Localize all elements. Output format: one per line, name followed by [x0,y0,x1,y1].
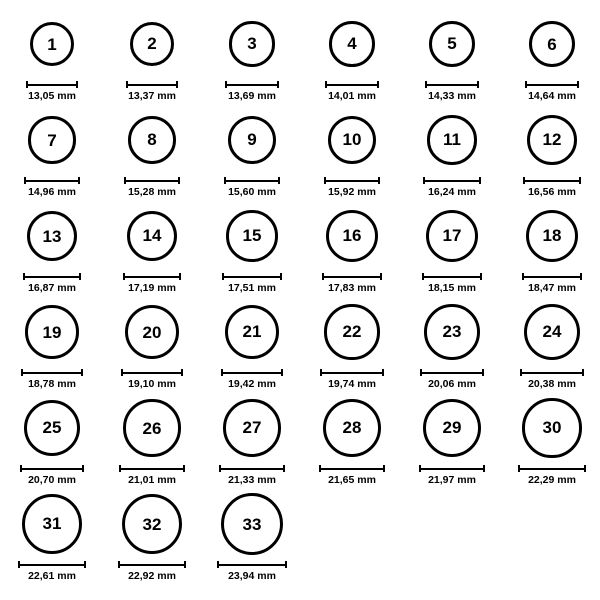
diameter-label: 18,47 mm [528,282,576,294]
diameter-measure-bar [425,80,479,89]
measure-line [425,81,479,88]
ring-circle-icon [24,400,81,457]
diameter-measure-bar [118,560,186,569]
ring-circle-wrapper [229,8,274,80]
ring-size-number: 22 [342,322,362,342]
ring-size-cell[interactable] [4,8,100,102]
ring-size-cell[interactable] [304,200,400,294]
ring-size-cell[interactable] [104,296,200,390]
diameter-label: 18,15 mm [428,282,476,294]
ring-size-number: 32 [142,514,162,534]
diameter-measure-bar [522,272,583,281]
diameter-measure-bar [520,368,584,377]
measure-line [225,81,278,88]
ring-size-cell[interactable] [104,8,200,102]
diameter-measure-bar [121,368,183,377]
diameter-label: 21,33 mm [228,474,276,486]
ring-size-number: 11 [443,130,461,150]
ring-size-number: 19 [42,322,62,342]
measure-line [419,465,486,472]
ring-circle-icon [524,304,580,360]
diameter-label: 14,64 mm [528,90,576,102]
ring-circle-icon [225,305,280,360]
ring-size-number: 5 [447,34,457,54]
ring-size-cell[interactable] [304,8,400,102]
measure-line [222,273,281,280]
ring-size-number: 1 [47,34,57,54]
ring-circle-wrapper [526,200,579,272]
ring-circle-wrapper [27,200,77,272]
ring-size-number: 20 [142,322,162,342]
ring-size-cell[interactable] [204,200,300,294]
ring-size-cell[interactable] [504,104,600,198]
measure-line [118,561,186,568]
measure-line [121,369,183,376]
ring-size-cell[interactable] [4,200,100,294]
ring-circle-icon [128,116,176,164]
ring-circle-icon [228,116,276,164]
ring-size-number: 8 [147,130,157,150]
ring-circle-wrapper [326,200,378,272]
ring-circle-wrapper [429,8,475,80]
diameter-label: 17,19 mm [128,282,176,294]
diameter-label: 22,92 mm [128,570,176,582]
ring-circle-icon [30,22,74,66]
diameter-measure-bar [324,176,381,185]
diameter-label: 13,69 mm [228,90,276,102]
diameter-label: 19,74 mm [328,378,376,390]
diameter-label: 21,01 mm [128,474,176,486]
diameter-label: 22,29 mm [528,474,576,486]
ring-circle-wrapper [127,200,178,272]
diameter-label: 20,38 mm [528,378,576,390]
ring-size-cell[interactable] [204,8,300,102]
diameter-label: 17,83 mm [328,282,376,294]
ring-circle-icon [122,494,182,554]
diameter-measure-bar [217,560,287,569]
ring-circle-wrapper [125,296,179,368]
diameter-measure-bar [24,176,79,185]
ring-circle-icon [127,211,178,262]
ring-circle-icon [329,21,375,67]
ring-circle-wrapper [522,392,581,464]
diameter-measure-bar [221,368,284,377]
ring-circle-wrapper [128,104,176,176]
ring-size-cell[interactable] [404,296,500,390]
ring-circle-icon [229,21,274,66]
ring-size-row [0,392,600,488]
measure-line [420,369,484,376]
ring-circle-wrapper [329,8,375,80]
ring-circle-icon [25,305,78,358]
ring-size-number: 29 [442,418,462,438]
measure-line [319,465,385,472]
ring-size-cell[interactable] [4,392,100,486]
measure-line [21,369,82,376]
ring-size-cell[interactable] [104,104,200,198]
diameter-label: 19,42 mm [228,378,276,390]
measure-line [525,81,580,88]
ring-size-cell[interactable] [204,104,300,198]
measure-line [119,465,184,472]
measure-line [221,369,284,376]
ring-size-cell[interactable] [204,296,300,390]
ring-size-number: 7 [47,130,57,150]
ring-size-cell[interactable] [304,392,400,486]
ring-circle-icon [27,211,77,261]
measure-line [18,561,86,568]
ring-circle-wrapper [24,392,81,464]
ring-circle-wrapper [529,8,576,80]
diameter-measure-bar [518,464,585,473]
measure-line [20,465,85,472]
ring-size-cell[interactable] [104,488,200,582]
diameter-label: 22,61 mm [28,570,76,582]
ring-size-number: 28 [342,418,362,438]
ring-circle-wrapper [323,392,381,464]
diameter-measure-bar [21,368,82,377]
ring-size-number: 17 [442,226,462,246]
diameter-measure-bar [523,176,581,185]
diameter-label: 19,10 mm [128,378,176,390]
diameter-measure-bar [126,80,179,89]
diameter-label: 18,78 mm [28,378,76,390]
ring-size-number: 12 [542,130,562,150]
ring-size-cell[interactable] [404,104,500,198]
ring-circle-icon [328,116,377,165]
ring-size-number: 13 [42,226,62,246]
ring-circle-wrapper [28,104,75,176]
measure-line [523,177,581,184]
diameter-label: 23,94 mm [228,570,276,582]
ring-circle-wrapper [426,200,478,272]
diameter-measure-bar [419,464,486,473]
measure-line [219,465,285,472]
ring-circle-icon [324,304,379,359]
ring-size-number: 10 [342,130,362,150]
diameter-label: 21,65 mm [328,474,376,486]
ring-size-number: 23 [442,322,462,342]
diameter-label: 20,70 mm [28,474,76,486]
measure-line [422,273,482,280]
ring-size-cell[interactable] [4,296,100,390]
ring-circle-icon [526,210,579,263]
ring-circle-wrapper [524,296,580,368]
measure-line [518,465,585,472]
ring-size-cell[interactable] [504,392,600,486]
ring-size-number: 21 [242,322,262,342]
ring-size-cell[interactable] [304,296,400,390]
diameter-label: 13,05 mm [28,90,76,102]
diameter-label: 16,24 mm [428,186,476,198]
ring-circle-icon [423,399,482,458]
diameter-measure-bar [422,272,482,281]
ring-size-cell[interactable] [504,8,600,102]
ring-size-number: 30 [542,418,562,438]
diameter-measure-bar [23,272,81,281]
ring-circle-wrapper [328,104,377,176]
ring-circle-icon [221,493,283,555]
measure-line [322,273,382,280]
diameter-label: 15,28 mm [128,186,176,198]
ring-circle-wrapper [25,296,78,368]
ring-circle-icon [28,116,75,163]
ring-circle-wrapper [424,296,480,368]
ring-size-row [0,104,600,200]
diameter-measure-bar [219,464,285,473]
ring-circle-icon [125,305,179,359]
ring-circle-wrapper [423,392,482,464]
diameter-label: 13,37 mm [128,90,176,102]
diameter-measure-bar [224,176,280,185]
ring-size-number: 24 [542,322,562,342]
ring-size-number: 27 [242,418,262,438]
diameter-measure-bar [325,80,379,89]
ring-size-cell[interactable] [504,296,600,390]
ring-size-number: 15 [242,226,262,246]
ring-size-number: 4 [347,34,357,54]
diameter-label: 14,01 mm [328,90,376,102]
diameter-label: 21,97 mm [428,474,476,486]
ring-size-cell[interactable] [4,104,100,198]
ring-size-number: 25 [42,418,62,438]
ring-size-number: 14 [142,226,162,246]
diameter-label: 15,60 mm [228,186,276,198]
ring-size-cell[interactable] [204,392,300,486]
measure-line [26,81,78,88]
ring-circle-wrapper [527,104,577,176]
ring-size-cell[interactable] [404,392,500,486]
ring-circle-icon [426,210,478,262]
measure-line [217,561,287,568]
diameter-measure-bar [119,464,184,473]
ring-size-row [0,8,600,104]
ring-size-number: 33 [242,514,262,534]
measure-line [224,177,280,184]
ring-size-cell[interactable] [504,200,600,294]
diameter-measure-bar [420,368,484,377]
diameter-label: 14,96 mm [28,186,76,198]
ring-circle-icon [527,115,577,165]
ring-size-number: 6 [547,34,557,54]
diameter-measure-bar [319,464,385,473]
ring-circle-wrapper [228,104,276,176]
diameter-label: 17,51 mm [228,282,276,294]
measure-line [520,369,584,376]
diameter-label: 20,06 mm [428,378,476,390]
ring-circle-wrapper [324,296,379,368]
diameter-measure-bar [123,272,182,281]
ring-size-cell[interactable] [304,104,400,198]
ring-size-cell[interactable] [404,200,500,294]
diameter-measure-bar [322,272,382,281]
diameter-measure-bar [423,176,480,185]
ring-size-number: 31 [42,514,62,534]
measure-line [124,177,180,184]
ring-size-row [0,200,600,296]
diameter-measure-bar [225,80,278,89]
ring-circle-icon [429,21,475,67]
ring-circle-icon [226,210,277,261]
ring-size-cell[interactable] [104,200,200,294]
ring-size-number: 2 [147,34,157,54]
ring-size-cell[interactable] [404,8,500,102]
ring-circle-icon [323,399,381,457]
diameter-label: 15,92 mm [328,186,376,198]
diameter-measure-bar [525,80,580,89]
measure-line [320,369,383,376]
ring-circle-wrapper [22,488,82,560]
measure-line [123,273,182,280]
measure-line [126,81,179,88]
ring-circle-icon [427,115,476,164]
ring-size-row [0,296,600,392]
ring-circle-icon [326,210,378,262]
ring-circle-icon [223,399,281,457]
measure-line [423,177,480,184]
ring-size-number: 26 [142,418,162,438]
ring-size-number: 9 [247,130,257,150]
measure-line [24,177,79,184]
ring-size-number: 3 [247,34,257,54]
measure-line [23,273,81,280]
diameter-measure-bar [18,560,86,569]
ring-size-row [0,488,600,584]
ring-circle-icon [522,398,581,457]
diameter-measure-bar [222,272,281,281]
ring-size-number: 16 [342,226,362,246]
ring-circle-wrapper [130,8,175,80]
ring-circle-wrapper [30,8,74,80]
diameter-measure-bar [26,80,78,89]
ring-size-cell[interactable] [104,392,200,486]
diameter-label: 14,33 mm [428,90,476,102]
ring-circle-wrapper [221,488,283,560]
ring-circle-icon [123,399,180,456]
diameter-measure-bar [124,176,180,185]
diameter-measure-bar [20,464,85,473]
measure-line [522,273,583,280]
ring-circle-icon [424,304,480,360]
ring-circle-wrapper [226,200,277,272]
ring-circle-wrapper [223,392,281,464]
ring-circle-wrapper [427,104,476,176]
ring-circle-wrapper [225,296,280,368]
ring-size-number: 18 [542,226,562,246]
ring-circle-icon [130,22,175,67]
ring-circle-icon [529,21,576,68]
diameter-label: 16,87 mm [28,282,76,294]
ring-circle-wrapper [122,488,182,560]
ring-size-cell[interactable] [4,488,100,582]
measure-line [325,81,379,88]
diameter-label: 16,56 mm [528,186,576,198]
measure-line [324,177,381,184]
ring-circle-wrapper [123,392,180,464]
ring-size-cell[interactable] [204,488,300,582]
diameter-measure-bar [320,368,383,377]
ring-circle-icon [22,494,82,554]
